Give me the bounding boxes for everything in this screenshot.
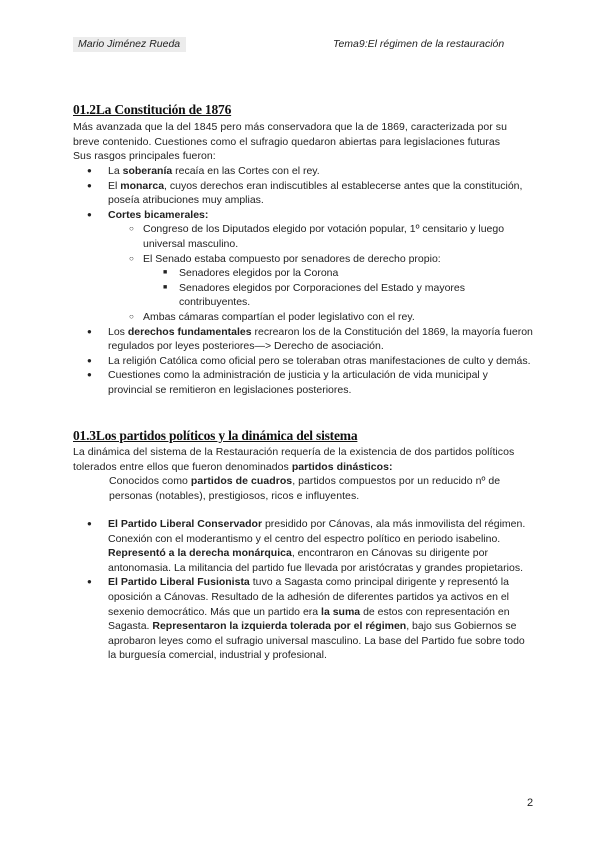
bold-text: soberanía [122,165,173,177]
text: Conocidos como [109,475,191,487]
header-author: Mario Jiménez Rueda [73,37,186,52]
list-item-justicia: ● Cuestiones como la administración de justicia y la articulación de vida municipal y provincial se remitieron en legislaciones posteriores. [73,368,535,397]
rasgos-list [73,164,535,398]
bold-text: partidos de cuadros [190,475,293,487]
text: recaía en las Cortes con el rey. [172,165,320,177]
subitem-senado: ○ El Senado estaba compuesto por senadores de derecho propio: [73,252,535,267]
bold-text: El Partido Liberal Conservador [108,518,263,530]
subsubitem-corporaciones: ■ Senadores elegidos por Corporaciones del Estado y mayores contribuyentes. [73,281,535,310]
subitem-congreso: ○ Congreso de los Diputados elegido por votación popular, 1º censitario y luego universal masculino. [73,222,535,251]
partidos-list [73,517,535,663]
text: La dinámica del sistema de la Restauración requería de la existencia de dos partidos políticos tolerados entre ellos que fueron denominados [73,446,515,473]
text: tuvo a Sagasta como principal dirigente y representó la oposición a Cánovas. Resultado de la adhesión de diferentes partidos ya activos en el sexenio democrático. Más que un partido era [108,576,510,618]
list-item-religion: ● La religión Católica como oficial pero se toleraban otras manifestaciones de culto y demás. [73,354,535,369]
section-heading-constitucion: 01.2La Constitución de 1876 [73,102,232,117]
rasgos-text: Sus rasgos principales fueron: [73,150,216,163]
bold-text: Representaron la izquierda tolerada por el régimen [152,620,407,633]
page-number: 2 [527,797,534,809]
text: , encontraron en Cánovas su dirigente por antonomasia. La militancia del partido fue llevada por aristócratas y grandes propietarios. [108,547,523,574]
bold-text: Representó a la derecha monárquica [108,547,292,560]
list-item-cortes [73,208,535,223]
text: El [108,179,121,192]
text: , bajo sus Gobiernos se aprobaron leyes como el sufragio universal masculino. La base del Partido fue sobre todo la burguesía comercial, industrial y profesional. [108,620,525,662]
bold-text: Cortes bicamerales: [108,208,209,221]
section-heading-partidos: 01.3Los partidos políticos y la dinámica del sistema [73,428,358,443]
text: recrearon los de la Constitución del 1869, la mayoría fueron regulados por leyes posteriores—> Derecho de asociación. [108,325,533,353]
cuadros-paragraph [109,474,534,503]
text: presidido por Cánovas, ala más inmovilista del régimen. Conexión con el moderantismo y el centro del espectro político en periodo isabelino. [108,518,526,545]
header-topic: Tema9:El régimen de la restauración [330,37,507,51]
text: La [108,165,123,177]
bold-text: monarca [120,179,165,192]
intro-text: Más avanzada que la del 1845 pero más conservadora que la de 1869, caracterizada por su breve contenido. Cuestiones como el sufragio quedaron abiertas para legislaciones futuras [73,121,507,148]
bold-text: El Partido Liberal Fusionista [108,576,250,589]
list-item-fusionista [73,575,535,663]
text: de estos con representación en Sagasta. [108,605,510,633]
intro-paragraph [73,120,533,164]
text: , cuyos derechos eran indiscutibles al establecerse antes que la constitución, poseía atribuciones muy amplias. [108,179,523,207]
bold-text: partidos dinásticos: [291,460,393,473]
list-item-monarca [73,179,535,208]
list-item-conservador [73,517,535,575]
bold-text: derechos fundamentales [127,325,252,338]
partidos-intro [73,445,533,474]
text: , partidos compuestos por un reducido nº de personas (notables), prestigiosos, ricos e influyentes. [109,475,501,502]
text: Los [108,325,128,338]
subsubitem-corona: ■ Senadores elegidos por la Corona [73,266,535,281]
list-item-derechos [73,325,535,354]
bold-text: la suma [321,605,361,618]
list-item-soberania [73,164,535,179]
subitem-camaras: ○ Ambas cámaras compartían el poder legislativo con el rey. [73,310,535,325]
